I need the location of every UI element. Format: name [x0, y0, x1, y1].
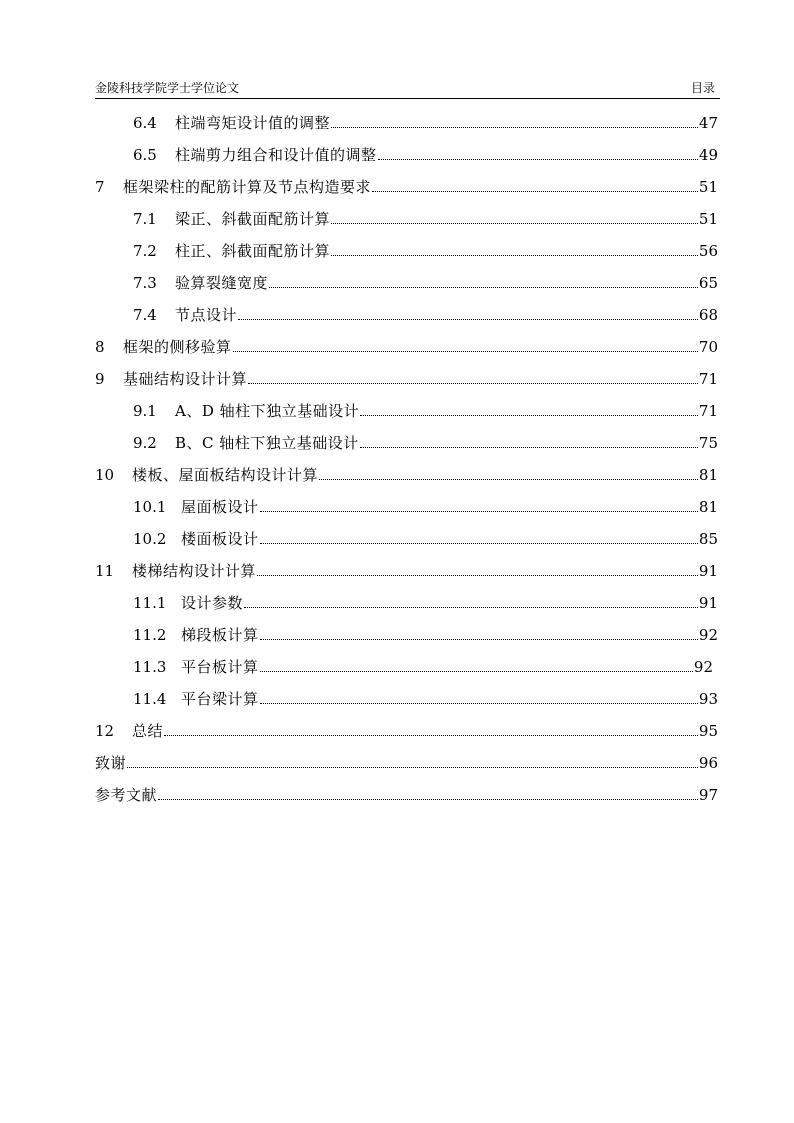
toc-dot-leader — [319, 478, 698, 480]
toc-entry-title: 楼梯结构设计计算 — [132, 562, 257, 580]
toc-dot-leader — [238, 318, 698, 320]
toc-dot-leader — [233, 350, 698, 352]
toc-entry-title: 参考文献 — [95, 786, 158, 804]
toc-entry-title: 设计参数 — [181, 594, 244, 612]
toc-entry-title: 验算裂缝宽度 — [175, 274, 269, 292]
toc-entry-title: 屋面板设计 — [181, 498, 259, 516]
toc-entry-page: 49 — [698, 146, 718, 164]
toc-entry-number: 10.2 — [133, 530, 167, 548]
toc-entry-page: 81 — [698, 498, 718, 516]
toc-entry[interactable] — [95, 328, 718, 356]
toc-entry[interactable] — [133, 584, 718, 612]
toc-entry-number: 7.1 — [133, 210, 157, 228]
toc-entry-page: 71 — [698, 402, 718, 420]
toc-entry-page: 91 — [698, 594, 718, 612]
toc-entry-page: 65 — [698, 274, 718, 292]
toc-entry-page: 68 — [698, 306, 718, 324]
toc-dot-leader — [331, 222, 698, 224]
toc-entry[interactable] — [133, 680, 718, 708]
toc-entry-number: 10 — [95, 466, 115, 484]
toc-entry-title: 楼板、屋面板结构设计计算 — [132, 466, 319, 484]
toc-entry-title: 节点设计 — [175, 306, 238, 324]
toc-entry[interactable] — [133, 392, 718, 420]
toc-entry[interactable] — [133, 264, 718, 292]
toc-entry[interactable] — [133, 296, 718, 324]
toc-entry-number: 11.1 — [133, 594, 167, 612]
toc-entry-number: 11 — [95, 562, 115, 580]
toc-entry-page: 56 — [698, 242, 718, 260]
toc-entry-title: 柱端弯矩设计值的调整 — [175, 114, 331, 132]
toc-entry-number: 9.2 — [133, 434, 157, 452]
toc-entry-page: 92 — [698, 626, 718, 644]
toc-dot-leader — [158, 798, 698, 800]
toc-entry-page: 51 — [698, 178, 718, 196]
toc-entry-page: 96 — [698, 754, 718, 772]
toc-entry-title: 梯段板计算 — [181, 626, 259, 644]
toc-dot-leader — [260, 638, 698, 640]
toc-entry-number: 9 — [95, 370, 105, 388]
toc-dot-leader — [164, 734, 698, 736]
toc-entry-page: 85 — [698, 530, 718, 548]
toc-entry-title: B、C 轴柱下独立基础设计 — [175, 434, 359, 452]
toc-entry-title: 总结 — [132, 722, 164, 740]
toc-entry-number: 7.4 — [133, 306, 157, 324]
toc-entry-title: 梁正、斜截面配筋计算 — [175, 210, 331, 228]
toc-entry-page: 70 — [698, 338, 718, 356]
toc-entry[interactable] — [95, 776, 718, 804]
toc-entry-number: 6.4 — [133, 114, 157, 132]
toc-entry-title: 柱正、斜截面配筋计算 — [175, 242, 331, 260]
toc-entry-number: 8 — [95, 338, 105, 356]
toc-dot-leader — [260, 670, 693, 672]
toc-entry-page: 91 — [698, 562, 718, 580]
toc-entry[interactable] — [133, 424, 718, 452]
toc-entry-page: 93 — [698, 690, 718, 708]
toc-entry-title: 框架的侧移验算 — [123, 338, 232, 356]
toc-entry-page: 92 — [693, 658, 713, 676]
toc-entry[interactable] — [133, 104, 718, 132]
toc-dot-leader — [331, 254, 698, 256]
toc-entry[interactable] — [133, 200, 718, 228]
toc-dot-leader — [127, 766, 698, 768]
toc-dot-leader — [360, 446, 698, 448]
toc-dot-leader — [260, 702, 698, 704]
toc-entry-page: 81 — [698, 466, 718, 484]
toc-entry-title: 致谢 — [95, 754, 127, 772]
toc-entry-number: 7.2 — [133, 242, 157, 260]
toc-entry-number: 12 — [95, 722, 115, 740]
toc-entry-number: 11.3 — [133, 658, 167, 676]
toc-entry[interactable] — [133, 136, 718, 164]
toc-entry-page: 75 — [698, 434, 718, 452]
toc-entry[interactable] — [133, 232, 718, 260]
toc-entry-number: 6.5 — [133, 146, 157, 164]
toc-entry-number: 9.1 — [133, 402, 157, 420]
toc-entry[interactable] — [133, 616, 718, 644]
toc-entry[interactable] — [133, 648, 713, 676]
toc-entry-page: 97 — [698, 786, 718, 804]
toc-entry[interactable] — [95, 552, 718, 580]
toc-dot-leader — [372, 190, 698, 192]
toc-dot-leader — [360, 414, 698, 416]
toc-entry[interactable] — [95, 744, 718, 772]
toc-entry-number: 10.1 — [133, 498, 167, 516]
toc-dot-leader — [257, 574, 698, 576]
toc-dot-leader — [331, 126, 698, 128]
toc-dot-leader — [260, 510, 698, 512]
toc-entry-title: 楼面板设计 — [181, 530, 259, 548]
toc-dot-leader — [248, 382, 698, 384]
toc-dot-leader — [244, 606, 698, 608]
toc-entry[interactable] — [95, 456, 718, 484]
toc-entry-page: 71 — [698, 370, 718, 388]
header-section-title: 目录 — [690, 81, 715, 95]
toc-entry-title: A、D 轴柱下独立基础设计 — [175, 402, 360, 420]
toc-dot-leader — [260, 542, 698, 544]
toc-entry[interactable] — [95, 360, 718, 388]
header-thesis-title: 金陵科技学院学士学位论文 — [95, 81, 240, 95]
toc-entry-title: 平台板计算 — [181, 658, 259, 676]
toc-entry-number: 11.4 — [133, 690, 167, 708]
toc-entry[interactable] — [95, 168, 718, 196]
toc-entry-title: 柱端剪力组合和设计值的调整 — [175, 146, 377, 164]
toc-dot-leader — [269, 286, 698, 288]
toc-entry-number: 7 — [95, 178, 105, 196]
toc-entry[interactable] — [133, 520, 718, 548]
toc-entry-page: 95 — [698, 722, 718, 740]
toc-entry-title: 基础结构设计计算 — [123, 370, 248, 388]
toc-entry-number: 11.2 — [133, 626, 167, 644]
toc-entry-page: 51 — [698, 210, 718, 228]
toc-entry-title: 框架梁柱的配筋计算及节点构造要求 — [123, 178, 372, 196]
toc-entry-page: 47 — [698, 114, 718, 132]
toc-dot-leader — [378, 158, 698, 160]
toc-entry[interactable] — [133, 488, 718, 516]
page-header — [95, 80, 720, 99]
toc-entry-number: 7.3 — [133, 274, 157, 292]
toc-entry[interactable] — [95, 712, 718, 740]
toc-entry-title: 平台梁计算 — [181, 690, 259, 708]
